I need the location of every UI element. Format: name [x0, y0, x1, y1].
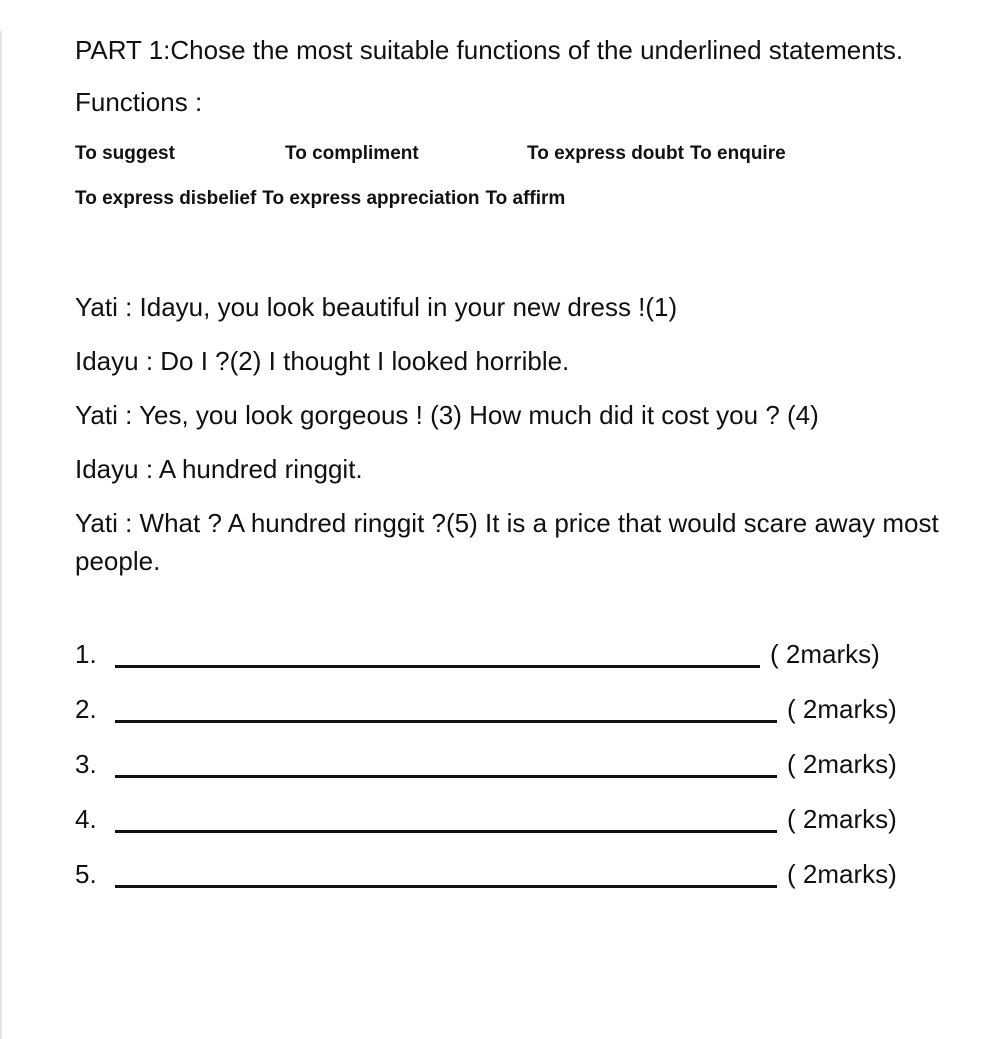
- part1-instruction: PART 1:Chose the most suitable functions of the underlined statements.: [75, 35, 904, 65]
- dialogue-line-2: Idayu : Do I ?(2) I thought I looked horrible.: [75, 346, 570, 376]
- dialogue-line-3: Yati : Yes, you look gorgeous ! (3) How much did it cost you ? (4): [75, 400, 819, 430]
- dialogue-line-5: Yati : What ? A hundred ringgit ?(5) It is a price that would scare away most people.: [75, 508, 939, 576]
- answer-blank-line: [115, 830, 777, 833]
- marks-label: ( 2marks): [787, 804, 897, 834]
- answer-number: 2.: [75, 694, 97, 724]
- function-option-to-express-doubt: To express doubt: [527, 143, 684, 164]
- function-option-to-suggest: To suggest: [75, 143, 175, 164]
- answers-section: [75, 635, 980, 893]
- function-bank-row-2: [75, 187, 980, 211]
- answer-number: 3.: [75, 749, 97, 779]
- dialogue-line-4: Idayu : A hundred ringgit.: [75, 454, 363, 484]
- answer-blank-line: [115, 720, 777, 723]
- answer-number: 4.: [75, 804, 97, 834]
- answer-row-1: [75, 635, 980, 673]
- answer-number: 5.: [75, 859, 97, 889]
- function-option-to-express-disbelief: To express disbelief: [75, 188, 257, 209]
- marks-label: ( 2marks): [770, 639, 880, 669]
- answer-blank-line: [115, 775, 777, 778]
- marks-label: ( 2marks): [787, 694, 897, 724]
- function-option-to-affirm: To affirm: [485, 188, 566, 209]
- marks-label: ( 2marks): [787, 749, 897, 779]
- dialogue-passage: [75, 288, 980, 580]
- answer-row-2: [75, 690, 980, 728]
- answer-blank-line: [115, 885, 777, 888]
- dialogue-line-1: Yati : Idayu, you look beautiful in your new dress !(1): [75, 292, 678, 322]
- function-option-to-express-appreciation: To express appreciation: [262, 188, 480, 209]
- answer-number: 1.: [75, 639, 97, 669]
- function-option-to-enquire: To enquire: [689, 143, 786, 164]
- function-bank-row-1: [75, 142, 980, 166]
- marks-label: ( 2marks): [787, 859, 897, 889]
- answer-row-4: [75, 800, 980, 838]
- page-left-edge: [0, 31, 2, 1039]
- function-option-to-compliment: To compliment: [285, 143, 419, 164]
- answer-row-3: [75, 745, 980, 783]
- answer-row-5: [75, 855, 980, 893]
- functions-heading: Functions :: [75, 87, 203, 117]
- worksheet-page: [75, 31, 980, 893]
- answer-blank-line: [115, 665, 760, 668]
